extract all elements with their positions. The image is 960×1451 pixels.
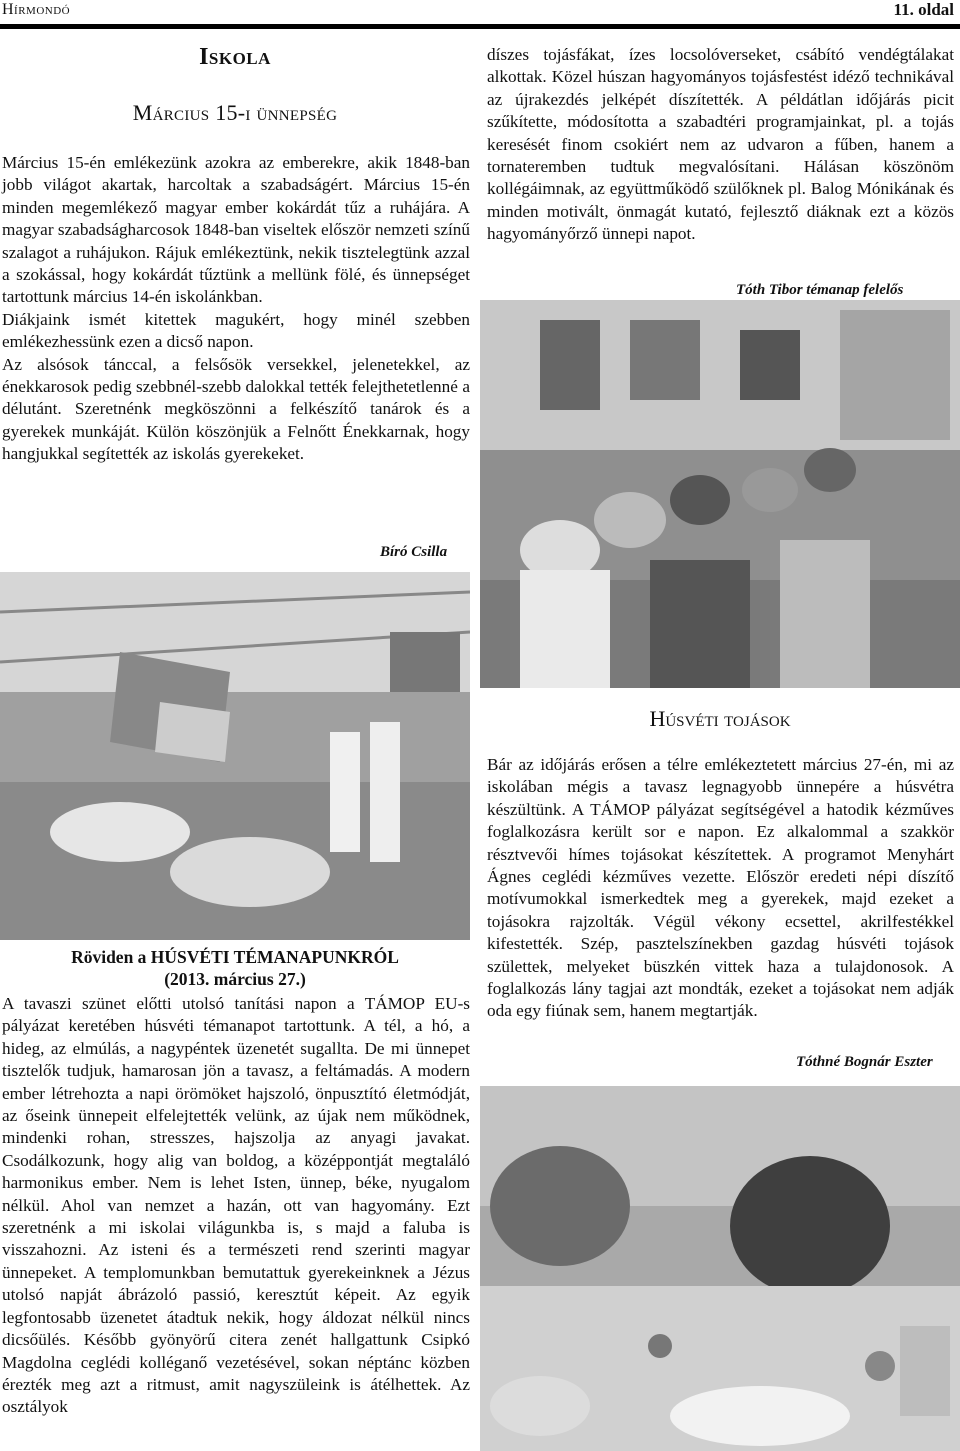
paragraph: A tavaszi szünet előtti utolsó tanítási napon a TÁMOP EU-s pályázat keretében húsvéti témanapot tartottunk. A tél, a hó, a hideg, az elmúlás, a nagypéntek üzenetét sugallta. De mi ünnepet tisztelők tudjuk, hamarosan jön a tavasz, a feltámadás. A modern ember létrehozta a napi örömöket hajszoló, önpusztító életmódját, az őseink ünnepeit elfelejtették velünk, az újak nem működnek, mindenki rohan, stresszes, hajszolja az anyagi javakat. Csodálkozunk, hogy alig van boldog, a középpontját megtaláló harmonikus ember. Nem is lehet Isten, ünnep, béke, nyugalom nélkül. Ahol van nemzet a hazán, ott van hagyomány. Ezt szeretnénk a mi iskolai világunkba is, s majd a faluba is visszahozni. Az isteni és a természeti rend szerinti magyar ünnepeket. A templomunkban bemutattuk gyerekeinknek a Jézus utolsó napját ábrázoló passió, keresztút képeit. Az egyik legfontosabb üzenetet átadtuk nekik, hogy áldozat nélkül nincs dicsőülés. Később gyönyörű citera zenét hallgattunk Csipkó Magdolna ceglédi kolléganő vezetésével, sokan néptánc közben érezték meg azt a ritmust, amit nagyszüleink is átélhettek. Az osztályok (2, 994, 470, 1417)
paragraph: Bár az időjárás erősen a télre emlékeztetett március 27-én, mi az iskolában mégis a tavasz legnagyobb ünnepére a húsvétra készültünk. A TÁMOP pályázat segítségével a hatodik kézműves foglalkozásra került sor e napon. Ez alkalommal a szakkör résztvevői hímes tojásokat készítettek. A programot Menyhárt Ágnes ceglédi kézműves vezette. Először eredeti népi díszítő motívumokkal ismerkedtek meg a gyerekek, majd ezeket a tojásokra rajzolták. Végül vékony ecsettel, akrilfestékkel kifestették. Szép, pasztelszínekben gazdag húsvéti tojások születtek, melyeket büszkén vittek haza a tulajdonosok. A foglalkozás lány tagjai azt mondták, ezeket a tojásokat nem adják oda egy fiúnak sem, hanem megtartják. (487, 755, 954, 1021)
paragraph: Március 15-én emlékezünk azokra az emberekre, akik 1848-ban jobb világot akartak, harcoltak a szabadságért. Március 15-én minden megemlékező magyar ember kokárdát tűz a ruhájára. A magyar szabadságharcosok 1848-ban viseltek először nemzeti színű szalagot a ruhájukon. Rájuk emlékeztünk, nekik tisztelegtünk azzal a szokással, hogy kokárdát tűztünk a mellünk fölé, és ünnepséget tartottunk március 14-én iskolánkban. (2, 153, 470, 307)
page-header (0, 0, 960, 24)
paragraph: díszes tojásfákat, ízes locsolóverseket, csábító vendégtálakat alkottak. Közel húszan hagyományos tojásfestést idéző technikával az újrakezdés jelképét díszítették. A példátlan időjárás picit szűkítette, módosította a szabadtéri programjainkat, pl. a tojás keresését finom csokiért nem az udvaron a fűben, hanem a tornateremben tudtuk megvalósítani. Hálásan köszönöm kollégáimnak, az együttműködő szülőknek pl. Balog Mónikának és minden motivált, önmagát kutató, fejlesztő diáknak ezt a közös hagyományőrző ünnepi napot. (487, 45, 954, 244)
title-line: Röviden a HÚSVÉTI TÉMANAPUNKRÓL (71, 947, 399, 967)
paragraph: Diákjaink ismét kitettek magukért, hogy minél szebben emlékezhessünk ezen a dicső napon. (2, 309, 470, 352)
page-number: 11. oldal (893, 0, 954, 19)
article-title: Március 15-i ünnepség (132, 100, 338, 125)
paragraph: Az alsósok tánccal, a felsősök versekkel, jelenetekkel, az énekkarosok pedig szebbnél-szebb dalokkal tették felejthetetlenné a délutánt. Szeretnénk megköszönni a felkészítő tanárok és a gyerekek munkáját. Külön köszönjük a Felnőtt Énekkarnak, hogy hangjukkal segítették az iskolás gyerekeket. (2, 354, 470, 464)
gym-photo (0, 572, 470, 940)
egg-painting-photo (480, 1086, 960, 1451)
audience-photo (480, 300, 960, 688)
article-title: Húsvéti tojások (649, 706, 791, 731)
header-rule (0, 24, 960, 29)
title-date: (2013. március 27.) (164, 969, 306, 989)
article-title (0, 946, 470, 990)
byline: Tóth Tibor témanap felelős (736, 282, 904, 298)
byline: Tóthné Bognár Eszter (796, 1054, 933, 1070)
article-body-husveti (487, 754, 954, 1023)
article-body-continued (487, 44, 954, 246)
publication-name: Hírmondó (2, 1, 71, 18)
byline: Bíró Csilla (380, 544, 448, 560)
article-body-roviden (2, 993, 470, 1419)
section-title: Iskola (199, 44, 271, 70)
article-body-marcius (2, 152, 470, 466)
